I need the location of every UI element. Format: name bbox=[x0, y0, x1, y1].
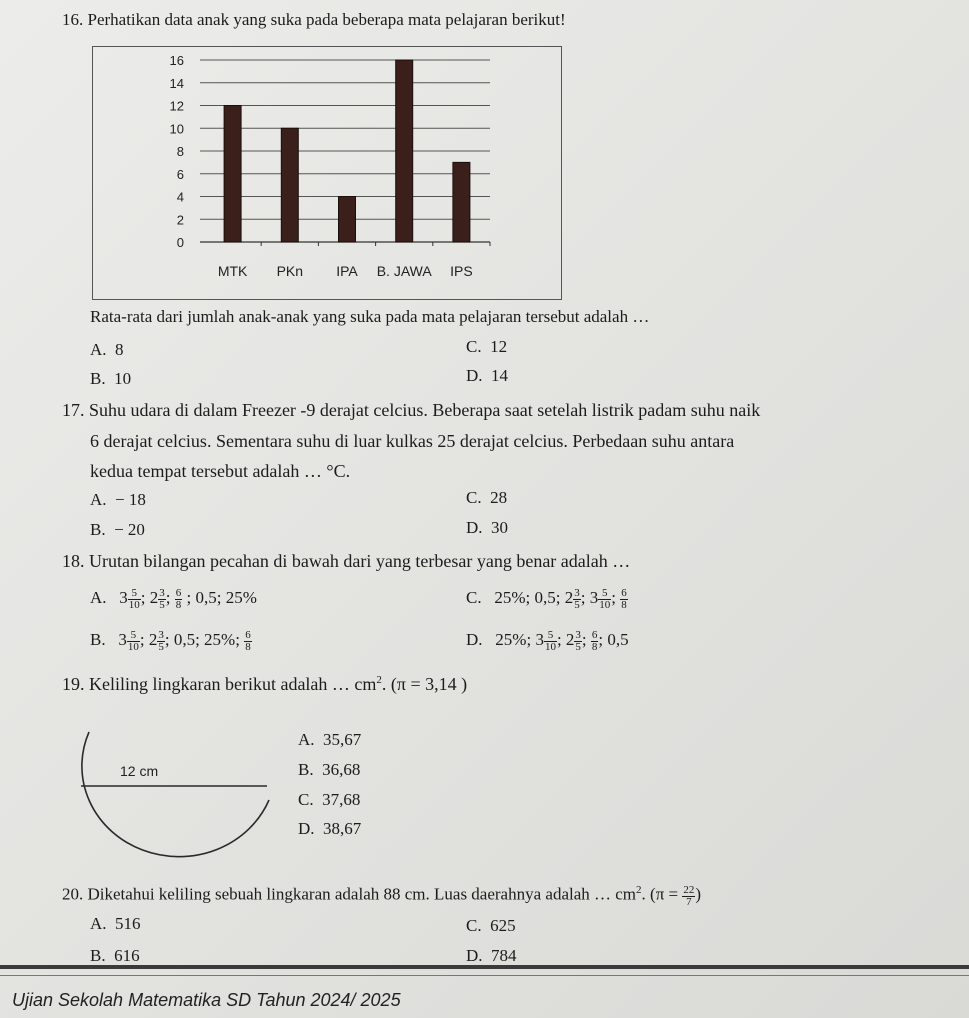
separator: ; bbox=[598, 630, 604, 649]
option-label: D. bbox=[466, 518, 483, 537]
y-tick-label: 12 bbox=[169, 98, 184, 114]
whole-number: 2 bbox=[148, 630, 158, 649]
option-value: 784 bbox=[491, 946, 517, 965]
bar-b-jawa bbox=[396, 60, 413, 242]
x-tick-label: B. JAWA bbox=[376, 263, 432, 279]
footer-text: Ujian Sekolah Matematika SD Tahun 2024/ 2025 bbox=[12, 990, 401, 1010]
fraction: $\frac{6}{8}$ bbox=[591, 629, 598, 653]
q20-pi: . (π = bbox=[641, 884, 683, 904]
q20-option-c[interactable] bbox=[466, 916, 516, 936]
option-label: A. bbox=[298, 730, 315, 749]
option-label: C. bbox=[298, 790, 314, 809]
q18-option-d[interactable] bbox=[466, 630, 629, 653]
fraction: $\frac{6}{8}$ bbox=[245, 629, 251, 653]
q20-heading bbox=[62, 884, 701, 908]
percent: 25% bbox=[495, 630, 527, 649]
whole-number: 3 bbox=[535, 630, 544, 649]
option-label: C. bbox=[466, 488, 482, 507]
pi-fraction: $\frac{22}{7}$ bbox=[683, 883, 695, 908]
separator: ; bbox=[526, 630, 532, 649]
whole-number: 3 bbox=[119, 588, 128, 607]
option-value: 38,67 bbox=[323, 819, 362, 838]
q19-sup: 2 bbox=[376, 674, 382, 686]
q20-number: 20. bbox=[62, 884, 84, 904]
option-label: D. bbox=[466, 946, 483, 965]
y-tick-label: 4 bbox=[176, 189, 184, 205]
q20-text: Diketahui keliling sebuah lingkaran adalah 88 cm. Luas daerahnya adalah … cm bbox=[87, 884, 637, 904]
q16-heading bbox=[62, 10, 566, 30]
bar-pkn bbox=[281, 128, 298, 242]
footer-rule-thin bbox=[0, 975, 969, 976]
decimal: 0,5 bbox=[607, 630, 629, 649]
fraction: $\frac{5}{10}$ bbox=[127, 629, 139, 653]
q19-option-c[interactable] bbox=[298, 790, 360, 810]
x-tick-label: PKn bbox=[276, 263, 304, 279]
bar-mtk bbox=[224, 106, 241, 243]
fraction: $\frac{6}{8}$ bbox=[175, 587, 182, 611]
separator: ; bbox=[216, 588, 222, 607]
q17-option-c[interactable] bbox=[466, 488, 507, 508]
q16-option-c[interactable] bbox=[466, 337, 507, 357]
q19-text: Keliling lingkaran berikut adalah … cm bbox=[89, 674, 377, 694]
whole-number: 3 bbox=[589, 588, 599, 607]
whole-number: 2 bbox=[564, 588, 574, 607]
circle-figure bbox=[75, 700, 280, 875]
separator: ; bbox=[235, 630, 240, 649]
separator: ; bbox=[186, 588, 192, 607]
option-value: 625 bbox=[490, 916, 516, 935]
fraction: $\frac{6}{8}$ bbox=[621, 587, 627, 611]
y-tick-label: 14 bbox=[169, 75, 184, 91]
option-value: 12 bbox=[490, 337, 508, 356]
chart-border bbox=[93, 47, 562, 300]
x-tick-label: MTK bbox=[217, 263, 248, 279]
option-value: 14 bbox=[491, 366, 509, 385]
separator: ; bbox=[580, 588, 586, 607]
option-value: 28 bbox=[490, 488, 508, 507]
percent: 25% bbox=[494, 588, 526, 607]
option-label: D. bbox=[466, 366, 483, 385]
q20-pi-close: ) bbox=[695, 884, 702, 904]
q17-line1 bbox=[62, 400, 760, 422]
q16-option-b[interactable] bbox=[90, 369, 131, 389]
option-label: A. bbox=[90, 340, 107, 359]
option-value: 35,67 bbox=[323, 730, 362, 749]
percent: 25% bbox=[204, 630, 236, 649]
option-value: 37,68 bbox=[322, 790, 361, 809]
fraction: $\frac{3}{5}$ bbox=[575, 629, 581, 653]
q20-sup: 2 bbox=[636, 884, 642, 896]
q17-option-a[interactable] bbox=[90, 490, 146, 510]
separator: ; bbox=[555, 588, 561, 607]
separator: ; bbox=[139, 630, 145, 649]
whole-number: 3 bbox=[118, 630, 127, 649]
option-label: B. bbox=[298, 760, 314, 779]
q19-pi: . (π = 3,14 ) bbox=[381, 674, 468, 694]
y-tick-label: 16 bbox=[169, 53, 184, 68]
y-tick-label: 10 bbox=[169, 121, 184, 137]
fraction: $\frac{5}{10}$ bbox=[599, 587, 611, 611]
q19-number: 19. bbox=[62, 674, 85, 694]
diameter-label: 12 cm bbox=[120, 763, 159, 779]
q20-option-b[interactable] bbox=[90, 946, 140, 966]
option-label: D. bbox=[298, 819, 315, 838]
fraction: $\frac{3}{5}$ bbox=[158, 629, 164, 653]
bar-chart bbox=[92, 46, 562, 300]
separator: ; bbox=[140, 588, 146, 607]
option-label: B. bbox=[90, 520, 106, 539]
x-tick-label: IPA bbox=[336, 263, 358, 279]
option-label: A. bbox=[90, 490, 107, 509]
q19-option-b[interactable] bbox=[298, 760, 360, 780]
separator: ; bbox=[611, 588, 616, 607]
option-value: 516 bbox=[115, 914, 141, 933]
separator: ; bbox=[556, 630, 562, 649]
fraction: $\frac{3}{5}$ bbox=[159, 587, 165, 611]
option-label: B. bbox=[90, 946, 106, 965]
q17-option-b[interactable] bbox=[90, 520, 145, 540]
option-label: C. bbox=[466, 337, 482, 356]
option-label: B. bbox=[90, 369, 106, 388]
option-value: 36,68 bbox=[322, 760, 361, 779]
option-value: − 20 bbox=[114, 520, 145, 539]
y-tick-label: 6 bbox=[176, 166, 184, 182]
percent: 25% bbox=[225, 588, 257, 607]
decimal: 0,5 bbox=[534, 588, 556, 607]
bar-ipa bbox=[339, 197, 356, 243]
y-tick-label: 0 bbox=[176, 235, 184, 250]
q17-option-d[interactable] bbox=[466, 518, 508, 538]
option-label: C. bbox=[466, 588, 482, 607]
q18-heading bbox=[62, 551, 630, 573]
q18-text: Urutan bilangan pecahan di bawah dari yang terbesar yang benar adalah … bbox=[89, 551, 631, 571]
q19-option-a[interactable] bbox=[298, 730, 361, 750]
circle-outline bbox=[82, 732, 269, 857]
option-label: A. bbox=[90, 914, 107, 933]
option-value: 616 bbox=[114, 946, 140, 965]
q19-option-d[interactable] bbox=[298, 819, 361, 839]
fraction: $\frac{5}{10}$ bbox=[128, 587, 140, 611]
x-tick-label: IPS bbox=[450, 263, 473, 279]
separator: ; bbox=[165, 588, 171, 607]
q17-line3: kedua tempat tersebut adalah … °C. bbox=[90, 461, 351, 481]
q17-line2: 6 derajat celcius. Sementara suhu di luar kulkas 25 derajat celcius. Perbedaan suhu antara bbox=[90, 431, 735, 451]
y-tick-label: 2 bbox=[176, 212, 184, 228]
fraction: $\frac{5}{10}$ bbox=[544, 629, 556, 653]
q16-question: Rata-rata dari jumlah anak-anak yang suka pada mata pelajaran tersebut adalah … bbox=[90, 307, 650, 326]
q18-option-c[interactable] bbox=[466, 588, 628, 611]
q16-option-d[interactable] bbox=[466, 366, 508, 386]
separator: ; bbox=[164, 630, 170, 649]
q18-option-a[interactable] bbox=[90, 588, 257, 611]
q16-text: Perhatikan data anak yang suka pada beberapa mata pelajaran berikut! bbox=[87, 10, 566, 29]
q16-number: 16. bbox=[62, 10, 84, 29]
q18-option-b[interactable] bbox=[90, 630, 252, 653]
footer-rule bbox=[0, 965, 969, 969]
separator: ; bbox=[195, 630, 200, 649]
q19-heading bbox=[62, 674, 467, 696]
separator: ; bbox=[581, 630, 587, 649]
q20-option-a[interactable] bbox=[90, 914, 141, 934]
q18-number: 18. bbox=[62, 551, 85, 571]
option-value: 8 bbox=[115, 340, 124, 359]
decimal: 0,5 bbox=[195, 588, 217, 607]
whole-number: 2 bbox=[565, 630, 575, 649]
q16-option-a[interactable] bbox=[90, 340, 124, 360]
whole-number: 2 bbox=[149, 588, 159, 607]
q20-option-d[interactable] bbox=[466, 946, 517, 966]
option-value: 30 bbox=[491, 518, 509, 537]
option-label: D. bbox=[466, 630, 483, 649]
q17-text-1: Suhu udara di dalam Freezer -9 derajat celcius. Beberapa saat setelah listrik padam suhu naik bbox=[89, 400, 761, 420]
option-label: C. bbox=[466, 916, 482, 935]
option-label: B. bbox=[90, 630, 106, 649]
fraction: $\frac{3}{5}$ bbox=[574, 587, 580, 611]
separator: ; bbox=[525, 588, 531, 607]
q17-number: 17. bbox=[62, 400, 85, 420]
bar-ips bbox=[453, 162, 470, 242]
y-tick-label: 8 bbox=[176, 144, 184, 159]
option-value: 10 bbox=[114, 369, 132, 388]
option-value: − 18 bbox=[115, 490, 146, 509]
option-label: A. bbox=[90, 588, 107, 607]
decimal: 0,5 bbox=[173, 630, 196, 649]
